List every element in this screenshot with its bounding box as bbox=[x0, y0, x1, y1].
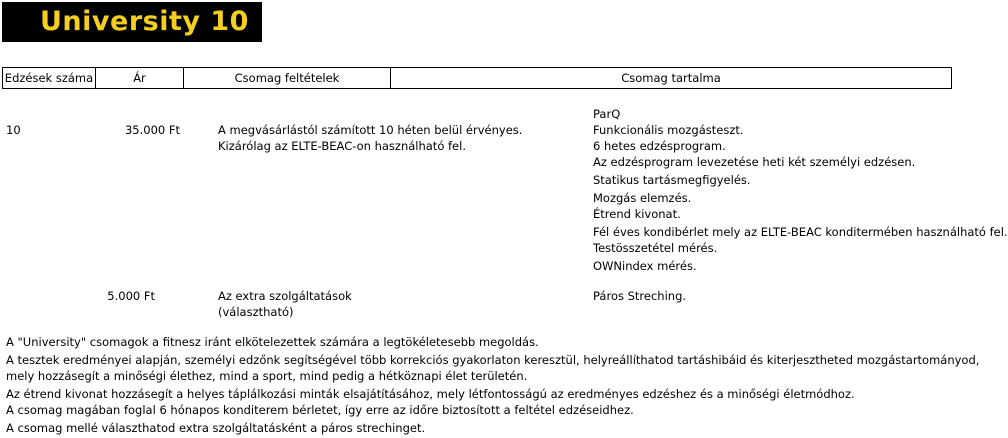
header-price: Ár bbox=[133, 71, 146, 85]
row-condition: Kizárólag az ELTE-BEAC-on használható fel. bbox=[218, 139, 466, 153]
row-content-item: Fél éves kondibérlet mely az ELTE-BEAC konditermében használható fel. bbox=[593, 225, 1008, 239]
header-conditions: Csomag feltételek bbox=[234, 71, 340, 85]
row-content-item: Étrend kivonat. bbox=[593, 207, 681, 221]
row-content-item: Páros Streching. bbox=[593, 289, 687, 303]
row-condition: (választható) bbox=[218, 305, 294, 319]
row-content-item: ParQ bbox=[593, 107, 621, 121]
row-content-item: Statikus tartásmegfigyelés. bbox=[593, 173, 751, 187]
note-line: mely hozzásegít a minőségi élethez, mind a sport, mind pedig a hétköznapi élet területén. bbox=[6, 369, 528, 383]
title-banner bbox=[2, 2, 262, 42]
row-price: 35.000 Ft bbox=[124, 123, 180, 137]
row-content-item: Mozgás elemzés. bbox=[593, 191, 692, 205]
header-contents: Csomag tartalma bbox=[621, 71, 721, 85]
row-sessions: 10 bbox=[6, 123, 21, 137]
note-line: A csomag magában foglal 6 hónapos konditerem bérletet, így erre az időre biztosított a feltétel edzéseidhez. bbox=[6, 403, 634, 417]
page-title: University 10 bbox=[40, 6, 249, 37]
note-line: A "University" csomagok a fitnesz iránt elkötelezettek számára a legtökéletesebb megoldás. bbox=[6, 335, 539, 349]
row-content-item: Az edzésprogram levezetése heti két személyi edzésen. bbox=[593, 155, 916, 169]
row-content-item: Funkcionális mozgásteszt. bbox=[593, 123, 744, 137]
row-price: 5.000 Ft bbox=[107, 289, 155, 303]
header-sessions: Edzések száma bbox=[4, 71, 94, 85]
note-line: A tesztek eredményei alapján, személyi edzőnk segítségével több korrekciós gyakorlaton keresztül, helyreállíthatod tartáshibáid és kiterjesztheted mozgástartományod, bbox=[6, 353, 980, 367]
note-line: Az étrend kivonat hozzásegít a helyes táplálkozási minták elsajátításához, mely létfontosságú az eredményes edzéshez és a minőségi életmódhoz. bbox=[6, 387, 855, 401]
row-content-item: Testösszetétel mérés. bbox=[593, 241, 718, 255]
note-line: A csomag mellé választhatod extra szolgáltatásként a páros strechinget. bbox=[6, 421, 426, 435]
table-header bbox=[2, 67, 952, 89]
row-content-item: 6 hetes edzésprogram. bbox=[593, 139, 726, 153]
row-condition: A megvásárlástól számított 10 héten belül érvényes. bbox=[218, 123, 523, 137]
row-content-item: OWNindex mérés. bbox=[593, 259, 697, 273]
row-condition: Az extra szolgáltatások bbox=[218, 289, 352, 303]
